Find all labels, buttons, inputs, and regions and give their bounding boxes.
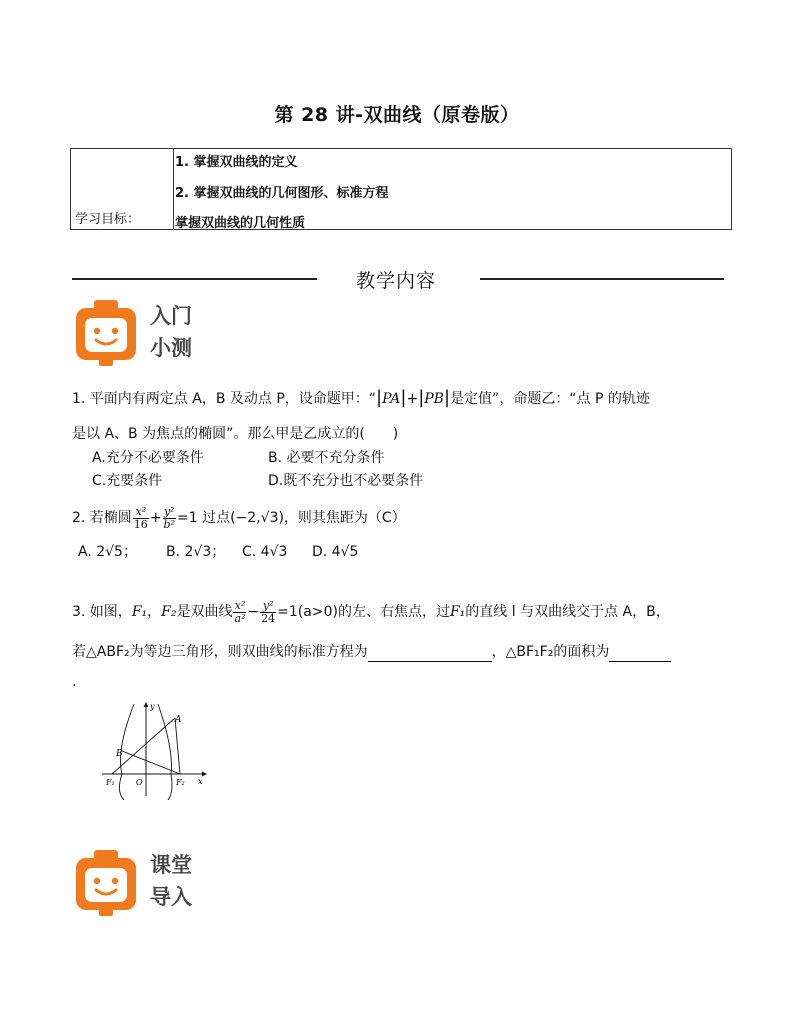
q1-abs-pa: PA <box>382 391 401 407</box>
goals-label-cell <box>71 149 174 229</box>
robot-badge-icon <box>72 300 140 368</box>
q2-option-b: B. 2√3； <box>166 544 226 560</box>
answer-blank-area[interactable] <box>609 647 671 662</box>
q2-point: (−2,√3) <box>230 510 284 526</box>
goal-item: 掌握双曲线的几何性质 <box>175 216 306 231</box>
q3-f1b: F₁ <box>449 604 466 620</box>
q3-f1: F₁ <box>131 604 148 620</box>
robot-badge-icon <box>72 850 140 918</box>
section-divider-left <box>72 278 317 280</box>
q3-fraction-x: $\frac{\text{x²}}{\text{a²}}$ <box>234 598 246 625</box>
q3-fraction-y: $\frac{\text{y²}}{24}$ <box>261 598 276 625</box>
goal-item: 2. 掌握双曲线的几何图形、标准方程 <box>175 186 389 201</box>
fig-label-a: A <box>175 715 182 725</box>
q3-post: 的直线 l 与双曲线交于点 A，B， <box>465 604 670 620</box>
q1-plus: + <box>406 391 419 407</box>
q1-abs-pb: PB <box>424 391 444 407</box>
hyperbola-figure <box>98 700 210 800</box>
q3-f2: F₂ <box>161 604 177 620</box>
q3-mid: 是双曲线 <box>176 604 233 620</box>
badge-line2: 小测 <box>150 336 192 360</box>
fig-label-b: B <box>116 749 123 759</box>
learning-goals-table <box>70 148 732 230</box>
q2-pre: 2. 若椭圆 <box>72 510 132 526</box>
q1-line2: 是以 A、B 为焦点的椭圆”。那么甲是乙成立的( ) <box>72 426 399 442</box>
q2-option-c: C. 4√3 <box>242 544 288 560</box>
fig-label-x: x <box>198 777 203 786</box>
fig-label-y: y <box>150 702 155 711</box>
fig-label-f1: F₁ <box>106 778 115 787</box>
q1-line1: 1. 平面内有两定点 A，B 及动点 P，设命题甲：“|PA|+|PB|是定值”，命题乙：“点 P 的轨迹 <box>72 387 650 408</box>
q1-option-c: C.充要条件 <box>92 473 163 489</box>
badge-line2: 导入 <box>150 885 192 909</box>
goal-item: 1. 掌握双曲线的定义 <box>175 155 298 170</box>
badge-line1: 课堂 <box>150 853 192 877</box>
q1-post: 是定值”，命题乙：“点 P 的轨迹 <box>450 391 650 407</box>
q3-sep: ， <box>147 604 162 620</box>
q1-option-a: A.充分不必要条件 <box>92 450 204 466</box>
goals-label: 学习目标： <box>75 212 141 227</box>
q3-line3: . <box>72 674 77 690</box>
q2-fraction-x: $\frac{\text{x²}}{16}$ <box>133 504 148 531</box>
q3-line2a: 若△ABF₂为等边三角形，则双曲线的标准方程为 <box>72 644 368 660</box>
q3-pre: 3. 如图， <box>72 604 132 620</box>
q2-line1 <box>72 504 406 532</box>
q3-line2b: ，△BF₁F₂的面积为 <box>491 644 610 660</box>
section-title: 教学内容 <box>356 270 437 292</box>
q3-line1 <box>72 598 670 626</box>
q2-fraction-y: $\frac{\text{y²}}{\text{b²}}$ <box>163 504 175 531</box>
page-title: 第 28 讲-双曲线（原卷版） <box>274 104 520 126</box>
section-divider-right <box>480 278 724 280</box>
q2-post: ，则其焦距为（C） <box>283 510 406 526</box>
fig-label-f2: F₂ <box>176 778 185 787</box>
q3-line2 <box>72 642 671 662</box>
answer-blank-equation[interactable] <box>368 647 492 662</box>
q1-pre: 1. 平面内有两定点 A，B 及动点 P，设命题甲：“ <box>72 391 377 407</box>
badge-line1: 入门 <box>150 304 192 328</box>
q3-minus: − <box>247 604 260 620</box>
q2-option-a: A. 2√5； <box>78 544 137 560</box>
q3-eq: =1(a>0)的左、右焦点，过 <box>277 604 450 620</box>
q2-plus: + <box>149 510 162 526</box>
q1-option-d: D.既不充分也不必要条件 <box>268 473 424 489</box>
fig-label-o: O <box>136 778 143 787</box>
q2-eq: =1 过点 <box>177 510 231 526</box>
q1-option-b: B. 必要不充分条件 <box>268 450 385 466</box>
q2-option-d: D. 4√5 <box>312 544 359 560</box>
